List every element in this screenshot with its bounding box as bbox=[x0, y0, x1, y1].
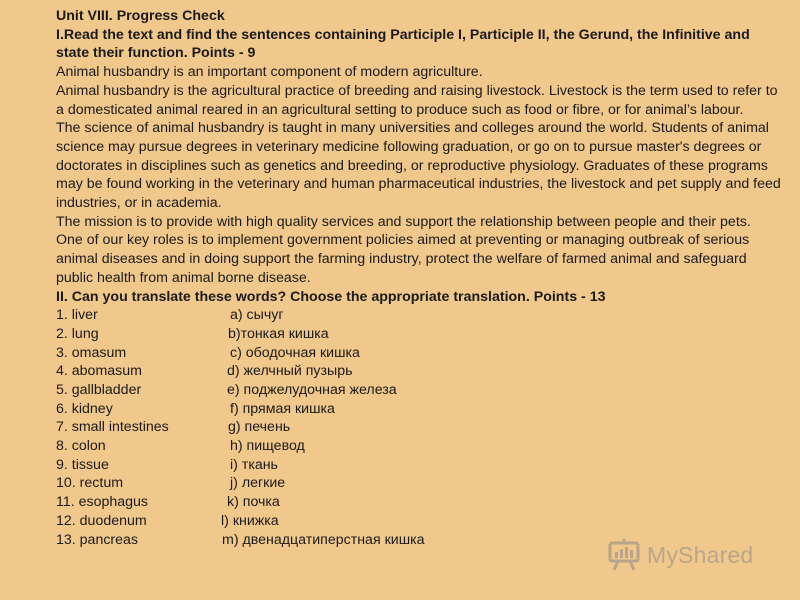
word-row bbox=[56, 512, 781, 531]
word-row bbox=[56, 325, 781, 344]
english-word: 11. esophagus bbox=[56, 494, 149, 511]
english-word: 5. gallbladder bbox=[56, 382, 142, 398]
task1-heading: I.Read the text and find the sentences containing Participle I, Participle II, the Gerund, the Infinitive and state their function. Points - 9 bbox=[56, 26, 750, 62]
task1-paragraph-4: The mission is to provide with high quality services and support the relationship between people and their pets. One of our key roles is to implement government policies aimed at preventing or managing outbreak of serious animal diseases and in doing support the farming industry, protect the welfare of farmed animal and safeguard public health from animal borne disease. bbox=[56, 213, 751, 286]
russian-translation: d) желчный пузырь bbox=[227, 363, 353, 380]
unit-title: Unit VIII. Progress Check bbox=[56, 8, 225, 24]
word-row bbox=[56, 437, 781, 456]
english-word: 3. omasum bbox=[56, 344, 127, 361]
english-word: 4. abomasum bbox=[56, 363, 142, 380]
word-list bbox=[56, 306, 781, 549]
task2-heading: II. Can you translate these words? Choose the appropriate translation. Points - 13 bbox=[56, 288, 606, 305]
document-body bbox=[56, 7, 781, 549]
russian-translation: b)тонкая кишка bbox=[228, 325, 329, 342]
english-word: 13. pancreas bbox=[56, 531, 139, 548]
english-word: 8. colon bbox=[56, 438, 106, 455]
english-word: 7. small intestines bbox=[56, 419, 169, 436]
word-row bbox=[56, 362, 781, 381]
task1-paragraph-3: The science of animal husbandry is taught in many universities and colleges around the world. Students of animal science may pursue degrees in veterinary medicine following graduation, or go on to pursue master's degrees or doctorates in disciplines such as genetics and breeding, or reproductive physiology. Graduates of these programs may be found working in the veterinary and human pharmaceutical industries, the livestock and pet supply and feed industries, or in academia. bbox=[56, 120, 781, 212]
english-word: 9. tissue bbox=[56, 456, 109, 473]
russian-translation: l) книжка bbox=[221, 512, 279, 529]
word-row bbox=[56, 400, 781, 419]
russian-translation: k) почка bbox=[227, 494, 280, 511]
russian-translation: c) ободочная кишка bbox=[230, 344, 360, 361]
myshared-watermark bbox=[607, 537, 753, 573]
russian-translation: h) пищевод bbox=[230, 438, 305, 455]
word-row bbox=[56, 306, 781, 325]
word-row bbox=[56, 344, 781, 363]
word-row bbox=[56, 418, 781, 437]
russian-translation: i) ткань bbox=[230, 456, 278, 473]
word-row bbox=[56, 474, 781, 493]
russian-translation: g) печень bbox=[228, 419, 291, 436]
watermark-text: MyShared bbox=[647, 541, 754, 568]
presentation-board-icon bbox=[607, 538, 641, 572]
word-row bbox=[56, 456, 781, 475]
task1-paragraph-2: Animal husbandry is the agricultural practice of breeding and raising livestock. Livestock is the term used to refer to a domesticated animal reared in an agricultural setting to produce such as food or fibre, or for animal’s labour. bbox=[56, 82, 778, 118]
russian-translation: a) сычуг bbox=[230, 307, 284, 324]
english-word: 1. liver bbox=[56, 307, 98, 324]
task1-paragraph-1: Animal husbandry is an important component of modern agriculture. bbox=[56, 64, 483, 81]
english-word: 6. kidney bbox=[56, 400, 113, 417]
word-row bbox=[56, 381, 781, 400]
russian-translation: m) двенадцатиперстная кишка bbox=[222, 531, 425, 548]
russian-translation: j) легкие bbox=[230, 475, 286, 492]
english-word: 12. duodenum bbox=[56, 512, 147, 529]
russian-translation: e) поджелудочная железа bbox=[227, 382, 397, 398]
english-word: 2. lung bbox=[56, 325, 99, 342]
english-word: 10. rectum bbox=[56, 475, 124, 492]
russian-translation: f) прямая кишка bbox=[230, 400, 335, 417]
word-row bbox=[56, 493, 781, 512]
